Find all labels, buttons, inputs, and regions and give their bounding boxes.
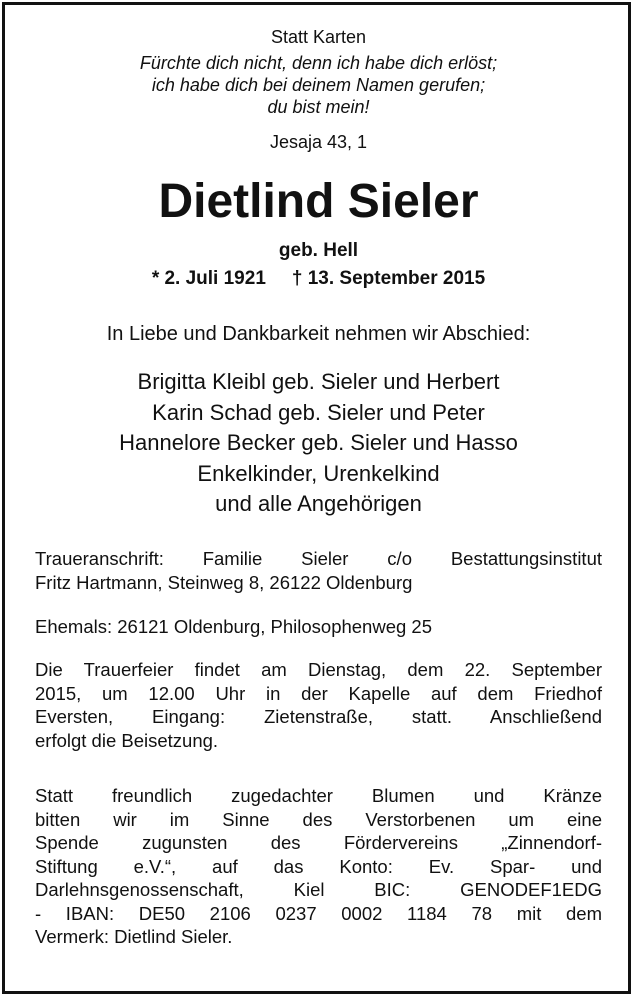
service-info bbox=[35, 658, 602, 752]
mourner-line: Enkelkinder, Urenkelkind bbox=[197, 460, 440, 486]
bible-verse bbox=[0, 52, 637, 118]
donation-line: - IBAN: DE50 2106 0237 0002 1184 78 mit dem bbox=[35, 902, 602, 924]
former-address-line: Ehemals: 26121 Oldenburg, Philosophenweg 25 bbox=[35, 616, 433, 637]
intro-text: Statt Karten bbox=[270, 27, 367, 47]
verse-line: du bist mein! bbox=[267, 97, 370, 117]
donation-line: Statt freundlich zugedachter Blumen und Kränze bbox=[35, 785, 602, 806]
address-line: Fritz Hartmann, Steinweg 8, 26122 Oldenburg bbox=[35, 571, 413, 593]
verse-reference: Jesaja 43, 1 bbox=[269, 132, 368, 152]
service-line: erfolgt die Beisetzung. bbox=[35, 729, 219, 751]
verse-line: Fürchte dich nicht, denn ich habe dich erlöst; bbox=[139, 53, 498, 73]
mourner-line: und alle Angehörigen bbox=[215, 491, 422, 516]
verse-line: ich habe dich bei deinem Namen gerufen; bbox=[151, 75, 486, 95]
donation-line: Darlehnsgenossenschaft, Kiel BIC: GENODEF1EDG bbox=[35, 879, 602, 900]
mourner-line: Hannelore Becker geb. Sieler und Hasso bbox=[119, 430, 518, 455]
address-line: Traueranschrift: Familie Sieler c/o Bestattungsinstitut bbox=[35, 548, 602, 569]
mourner-line: Brigitta Kleibl geb. Sieler und Herbert bbox=[137, 369, 500, 394]
deceased-name: Dietlind Sieler bbox=[158, 175, 479, 228]
mourning-address bbox=[35, 547, 602, 594]
donation-info bbox=[35, 784, 602, 949]
donation-line: bitten wir im Sinne des Verstorbenen um eine bbox=[35, 808, 602, 830]
former-address bbox=[35, 615, 602, 639]
birth-date: * 2. Juli 1921 bbox=[151, 268, 266, 289]
service-line: Die Trauerfeier findet am Dienstag, dem 22. September bbox=[35, 659, 602, 680]
service-line: 2015, um 12.00 Uhr in der Kapelle auf dem Friedhof bbox=[35, 682, 602, 704]
mourners-list bbox=[0, 367, 637, 520]
donation-line: Stiftung e.V.“, auf das Konto: Ev. Spar- und bbox=[35, 855, 602, 877]
maiden-name: geb. Hell bbox=[278, 240, 359, 261]
life-dates bbox=[0, 266, 637, 292]
donation-line: Spende zugunsten des Fördervereins „Zinnendorf- bbox=[35, 832, 602, 853]
death-date: † 13. September 2015 bbox=[291, 268, 486, 289]
mourner-line: Karin Schad geb. Sieler und Peter bbox=[152, 399, 485, 425]
donation-line: Vermerk: Dietlind Sieler. bbox=[35, 926, 233, 947]
service-line: Eversten, Eingang: Zietenstraße, statt. Anschließend bbox=[35, 706, 602, 727]
farewell-text: In Liebe und Dankbarkeit nehmen wir Abschied: bbox=[106, 323, 531, 345]
